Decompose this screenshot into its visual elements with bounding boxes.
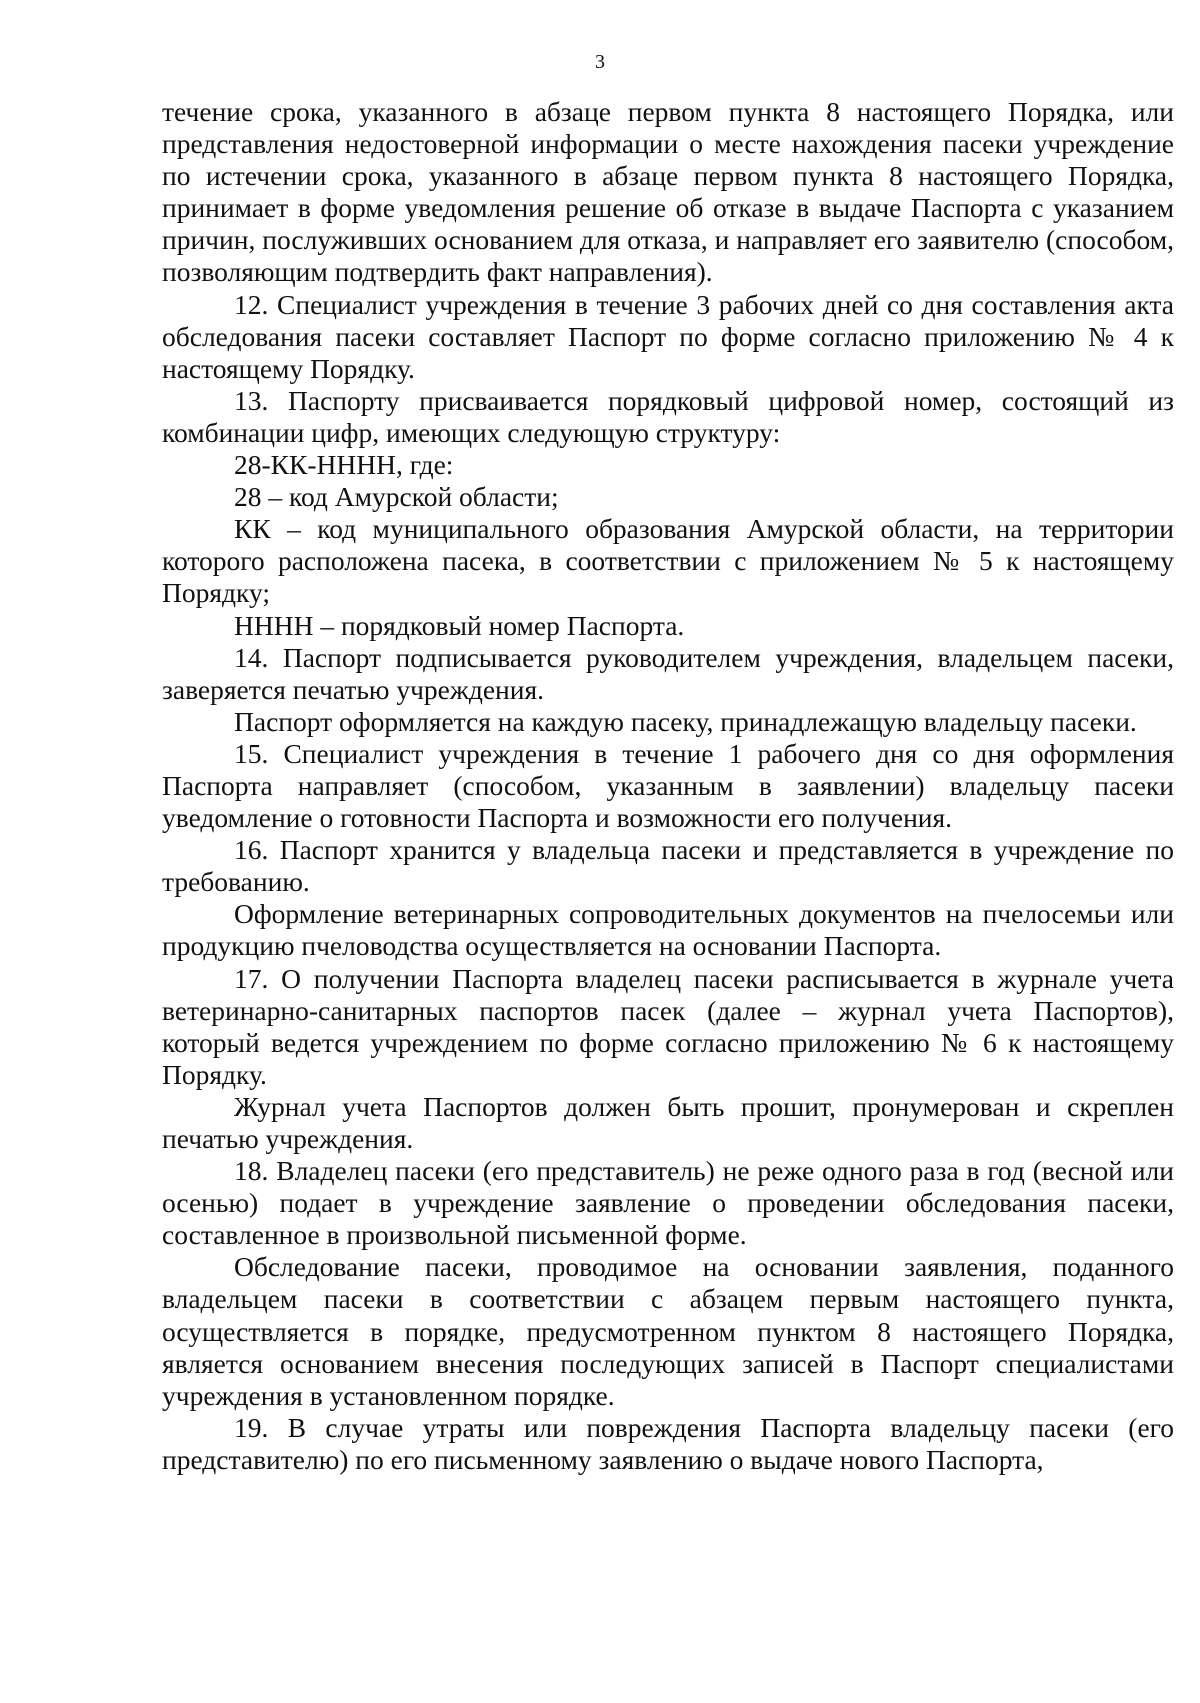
paragraph-item-16-note: Оформление ветеринарных сопроводительных документов на пчелосемьи или продукцию пчеловодства осуществляется на основании Паспорта.	[162, 898, 1174, 962]
paragraph-item-17-note: Журнал учета Паспортов должен быть прошит, пронумерован и скреплен печатью учреждения.	[162, 1090, 1174, 1154]
paragraph-item-13: 13. Паспорту присваивается порядковый цифровой номер, состоящий из комбинации цифр, имеющих следующую структуру:	[162, 384, 1174, 448]
paragraph-region-code: 28 – код Амурской области;	[234, 481, 559, 513]
paragraph-item-19: 19. В случае утраты или повреждения Паспорта владельцу пасеки (его представителю) по его письменному заявлению о выдаче нового Паспорта,	[162, 1411, 1174, 1475]
document-body	[162, 96, 1174, 1476]
paragraph-item-16: 16. Паспорт хранится у владельца пасеки и представляется в учреждение по требованию.	[162, 834, 1174, 898]
paragraph-municipal-code: КК – код муниципального образования Амурской области, на территории которого расположена пасека, в соответствии с приложением № 5 к настоящему Порядку;	[162, 513, 1174, 609]
paragraph-serial-number: НННН – порядковый номер Паспорта.	[234, 609, 685, 641]
paragraph-item-14-note: Паспорт оформляется на каждую пасеку, принадлежащую владельцу пасеки.	[234, 705, 1137, 737]
paragraph-item-18-note: Обследование пасеки, проводимое на основании заявления, поданного владельцем пасеки в соответствии с абзацем первым настоящего пункта, осуществляется в порядке, предусмотренном пунктом 8 настоящего Порядка, является основанием внесения последующих записей в Паспорт специалистами учреждения в установленном порядке.	[162, 1251, 1174, 1411]
paragraph-item-12: 12. Специалист учреждения в течение 3 рабочих дней со дня составления акта обследования пасеки составляет Паспорт по форме согласно приложению № 4 к настоящему Порядку.	[162, 288, 1174, 384]
paragraph-item-14: 14. Паспорт подписывается руководителем учреждения, владельцем пасеки, заверяется печатью учреждения.	[162, 641, 1174, 705]
paragraph-item-18: 18. Владелец пасеки (его представитель) не реже одного раза в год (весной или осенью) подает в учреждение заявление о проведении обследования пасеки, составленное в произвольной письменной форме.	[162, 1155, 1174, 1251]
paragraph-item-17: 17. О получении Паспорта владелец пасеки расписывается в журнале учета ветеринарно-санитарных паспортов пасек (далее – журнал учета Паспортов), который ведется учреждением по форме согласно приложению № 6 к настоящему Порядку.	[162, 962, 1174, 1090]
paragraph-structure-format: 28-КК-НННН, где:	[234, 449, 454, 481]
page-number: 3	[595, 51, 605, 73]
paragraph-continuation: течение срока, указанного в абзаце первом пункта 8 настоящего Порядка, или представления недостоверной информации о месте нахождения пасеки учреждение по истечении срока, указанного в абзаце первом пункта 8 настоящего Порядка, принимает в форме уведомления решение об отказе в выдаче Паспорта с указанием причин, послуживших основанием для отказа, и направляет его заявителю (способом, позволяющим подтвердить факт направления).	[162, 96, 1174, 288]
paragraph-item-15: 15. Специалист учреждения в течение 1 рабочего дня со дня оформления Паспорта направляет (способом, указанным в заявлении) владельцу пасеки уведомление о готовности Паспорта и возможности его получения.	[162, 737, 1174, 834]
